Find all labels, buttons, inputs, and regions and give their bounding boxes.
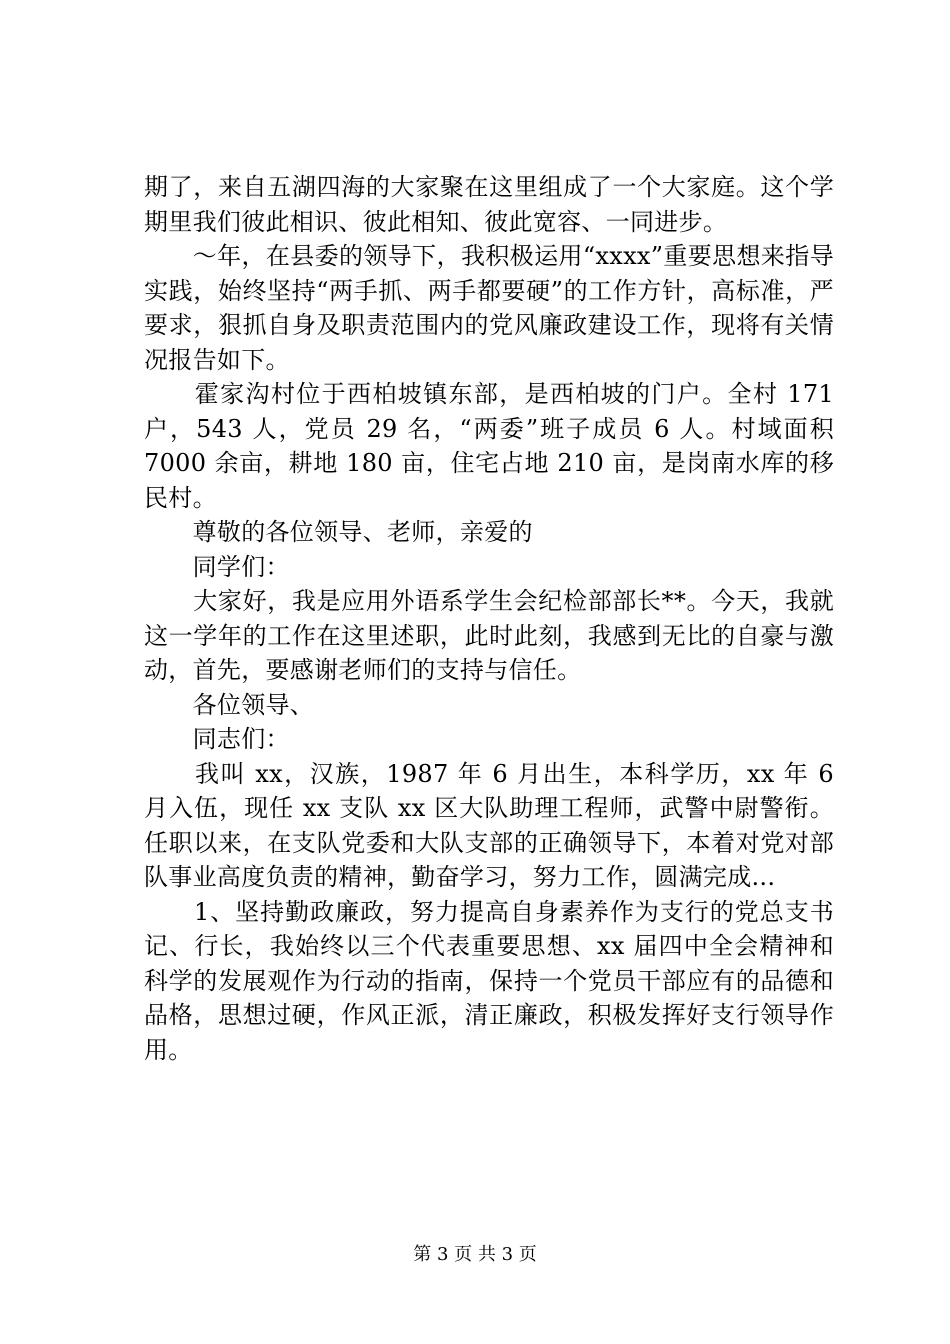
page-number-label: 第 3 页 共 3 页 (413, 1244, 537, 1265)
paragraph: 期了，来自五湖四海的大家聚在这里组成了一个大家庭。这个学期里我们彼此相识、彼此相知、彼此宽容、一同进步。 (144, 173, 834, 236)
page-footer (0, 1244, 950, 1266)
paragraph: 大家好，我是应用外语系学生会纪检部部长**。今天，我就这一学年的工作在这里述职，此时此刻，我感到无比的自豪与激动，首先，要感谢老师们的支持与信任。 (144, 587, 834, 684)
paragraph: ～年，在县委的领导下，我积极运用“xxxx”重要思想来指导实践，始终坚持“两手抓、两手都要硬”的工作方针，高标准，严要求，狠抓自身及职责范围内的党风廉政建设工作，现将有关情况报告如下。 (144, 242, 834, 374)
paragraph: 霍家沟村位于西柏坡镇东部，是西柏坡的门户。全村 171 户，543 人，党员 29 名，“两委”班子成员 6 人。村域面积 7000 余亩，耕地 180 亩，住宅占地 210 亩，是岗南水库的移民村。 (144, 380, 842, 512)
paragraph: 1、坚持勤政廉政，努力提高自身素养作为支行的党总支书记、行长，我始终以三个代表重要思想、xx 届四中全会精神和科学的发展观作为行动的指南，保持一个党员干部应有的品德和品格，思想过硬，作风正派，清正廉政，积极发挥好支行领导作用。 (144, 897, 834, 1064)
paragraph: 各位领导、 (144, 690, 315, 719)
paragraph: 同志们： (144, 725, 290, 753)
paragraph: 我叫 xx，汉族，1987 年 6 月出生，本科学历，xx 年 6 月入伍，现任 xx 支队 xx 区大队助理工程师，武警中尉警衔。任职以来，在支队党委和大队支部的正确领导下，本着对党对部队事业高度负责的精神，勤奋学习，努力工作，圆满完成... (144, 759, 842, 891)
document-body (144, 170, 842, 1067)
paragraph: 同学们： (144, 552, 290, 581)
paragraph: 尊敬的各位领导、老师，亲爱的 (144, 518, 533, 546)
